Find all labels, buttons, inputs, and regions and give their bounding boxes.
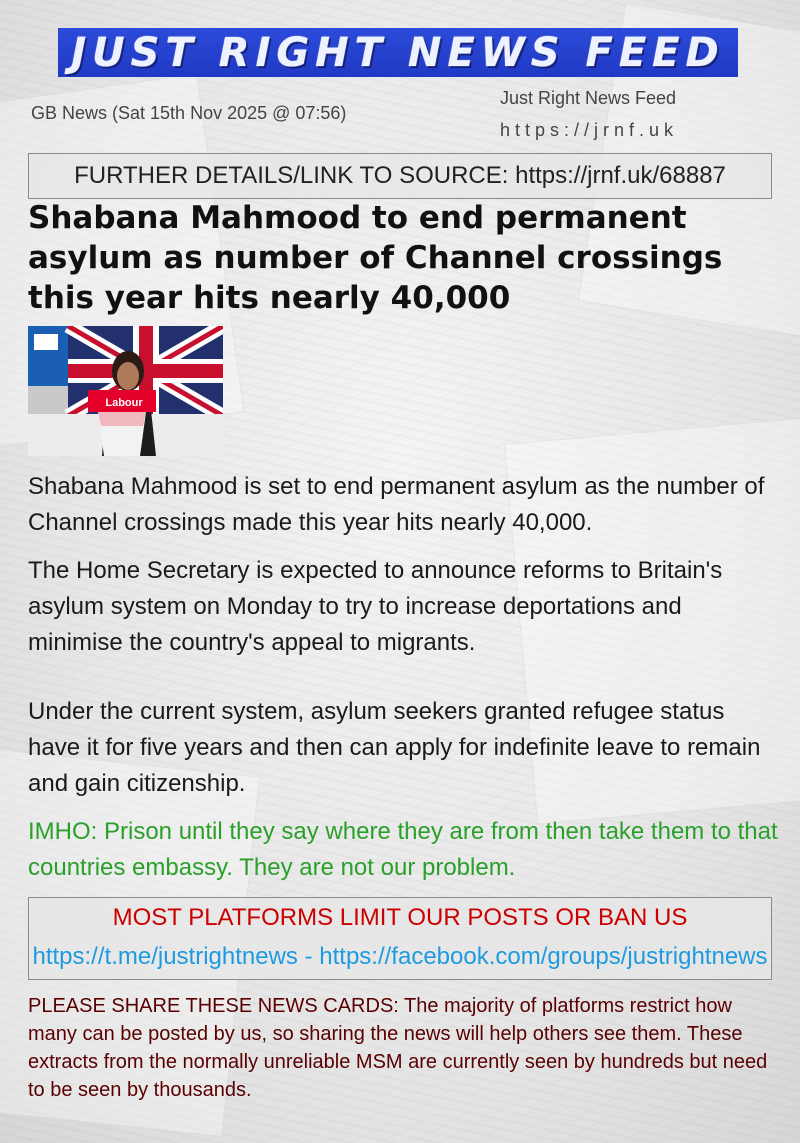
link-separator: - [297, 943, 320, 970]
source-link-label: FURTHER DETAILS/LINK TO SOURCE: [74, 162, 509, 189]
site-url[interactable]: https://jrnf.uk [500, 120, 679, 140]
opinion-text: IMHO: Prison until they say where they are from then take them to that countries embassy. They are not our problem. [28, 818, 778, 881]
platform-warning-title: MOST PLATFORMS LIMIT OUR POSTS OR BAN US [112, 904, 688, 931]
source-date: GB News (Sat 15th Nov 2025 @ 07:56) [31, 103, 347, 123]
article-paragraph: Under the current system, asylum seekers granted refugee status have it for five years and then can apply for indefinite leave to remain and gain citizenship. [28, 698, 761, 797]
article-paragraph: Shabana Mahmood is set to end permanent asylum as the number of Channel crossings made this year hits nearly 40,000. [28, 473, 765, 536]
telegram-link[interactable]: https://t.me/justrightnews [32, 943, 298, 970]
photo-lectern-sign: Labour [105, 397, 143, 409]
platform-warning-box [28, 897, 772, 980]
facebook-link[interactable]: https://facebook.com/groups/justrightnews [319, 943, 768, 970]
banner-title: JUST RIGHT NEWS FEED [71, 29, 725, 76]
article-headline: Shabana Mahmood to end permanent asylum as number of Channel crossings this year hits nearly 40,000 [28, 200, 723, 316]
share-note: PLEASE SHARE THESE NEWS CARDS: The majority of platforms restrict how many can be posted by us, so sharing the news will help others see them. These extracts from the normally unreliable MSM are currently seen by hundreds but need to be seen by thousands. [28, 995, 768, 1101]
article-photo [28, 326, 223, 456]
site-banner [58, 28, 738, 77]
article-paragraph: The Home Secretary is expected to announce reforms to Britain's asylum system on Monday to try to increase deportations and minimise the country's appeal to migrants. [28, 557, 723, 656]
source-link-box [28, 153, 772, 199]
social-links [29, 943, 771, 971]
site-name: Just Right News Feed [500, 88, 677, 108]
source-link-url[interactable]: https://jrnf.uk/68887 [515, 162, 726, 189]
